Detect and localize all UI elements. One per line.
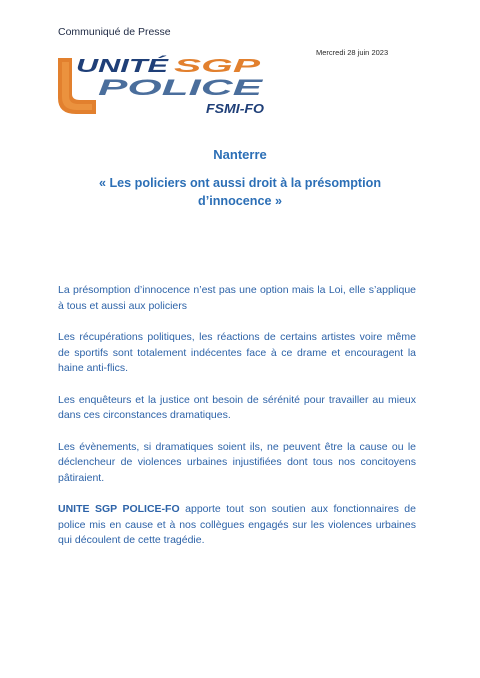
paragraph-3: Les enquêteurs et la justice ont besoin de sérénité pour travailler au mieux dans ces circonstances dramatiques. bbox=[58, 393, 416, 421]
paragraph-5 bbox=[58, 502, 416, 549]
paragraph-1: La présomption d’innocence n’est pas une option mais la Loi, elle s’applique à tous et aussi aux policiers bbox=[58, 284, 416, 312]
paragraph-5-text: apporte tout son soutien aux fonctionnaires de police mis en cause et à nos collègues engagés sur les violences urbaines qui découlent de cette tragédie. bbox=[58, 503, 416, 546]
paragraph-4: Les évènements, si dramatiques soient ils, ne peuvent être la cause ou le déclencheur de violences urbaines injustifiées dont tous nos concitoyens pâtiraient. bbox=[58, 440, 416, 484]
headline-quote: « Les policiers ont aussi droit à la présomption d’innocence » bbox=[98, 176, 382, 208]
release-body bbox=[58, 283, 416, 565]
document-type-label: Communiqué de Presse bbox=[58, 26, 171, 38]
logo-line1-unite: UNITÉ bbox=[76, 56, 130, 76]
logo-line1-sgp: SGP bbox=[174, 56, 263, 76]
logo-line2-police: POLICE bbox=[98, 75, 265, 100]
organization-name: UNITE SGP POLICE-FO bbox=[58, 503, 180, 515]
union-logo bbox=[56, 54, 268, 116]
logo-line3-fsmifo: FSMI-FO bbox=[206, 101, 264, 116]
release-date: Mercredi 28 juin 2023 bbox=[316, 48, 389, 57]
headline-city: Nanterre bbox=[213, 147, 267, 162]
paragraph-2: Les récupérations politiques, les réactions de certains artistes voire même de sportifs sont totalement indécentes face à ce drame et encouragent la haine anti-flics. bbox=[58, 331, 416, 374]
